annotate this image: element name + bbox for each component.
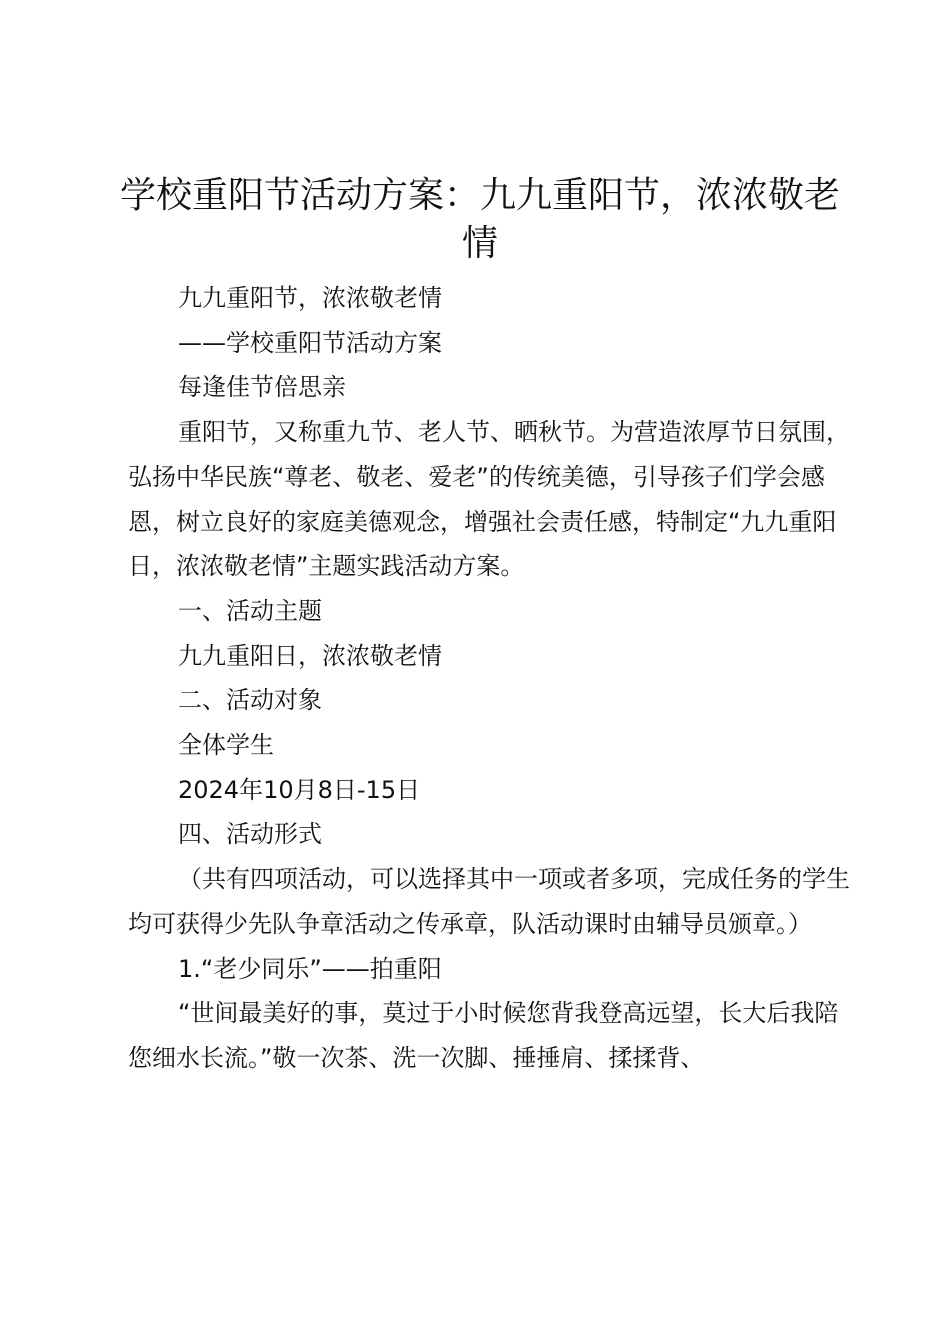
paragraph-activity-1: “世间最美好的事，莫过于小时候您背我登高远望，长大后我陪您细水长流。”敬一次茶、洗一次脚、捶捶肩、揉揉背、 <box>128 999 839 1072</box>
paragraph-poem-line: 每逢佳节倍思亲 <box>178 373 346 402</box>
paragraph-date: 2024年10月8日-15日 <box>178 775 421 804</box>
document-body <box>128 276 858 1081</box>
document-title: 学校重阳节活动方案：九九重阳节，浓浓敬老情 <box>119 175 840 264</box>
paragraph-format-note: （共有四项活动，可以选择其中一项或者多项，完成任务的学生均可获得少先队争章活动之传承章，队活动课时由辅导员颁章。） <box>128 865 850 938</box>
paragraph-intro: 重阳节，又称重九节、老人节、晒秋节。为营造浓厚节日氛围，弘扬中华民族“尊老、敬老、爱老”的传统美德，引导孩子们学会感恩，树立良好的家庭美德观念，增强社会责任感，特制定“九九重阳日，浓浓敬老情”主题实践活动方案。 <box>128 418 850 581</box>
section-heading-theme: 一、活动主题 <box>178 596 322 625</box>
paragraph-theme: 九九重阳日，浓浓敬老情 <box>178 641 442 670</box>
subsection-heading-1: 1.“老少同乐”——拍重阳 <box>178 954 442 983</box>
section-heading-format: 四、活动形式 <box>178 820 322 849</box>
paragraph-target: 全体学生 <box>178 731 274 760</box>
section-heading-target: 二、活动对象 <box>178 686 322 715</box>
paragraph-subtitle-2: ——学校重阳节活动方案 <box>178 328 442 357</box>
paragraph-subtitle: 九九重阳节，浓浓敬老情 <box>178 284 442 312</box>
